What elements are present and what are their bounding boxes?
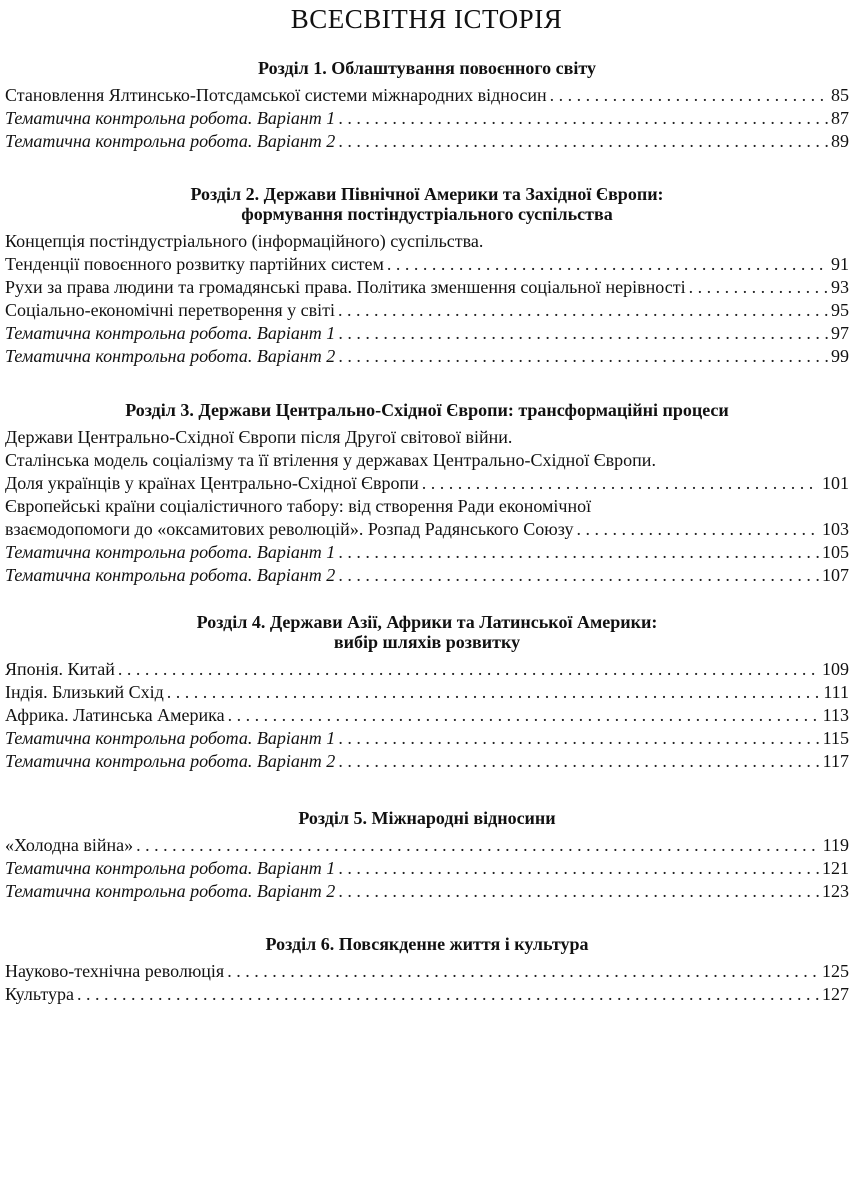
entry-title: Доля українців у країнах Центрально-Східної Європи [5, 473, 419, 493]
section-heading [5, 934, 849, 954]
leader-dots [338, 857, 819, 880]
page-number: 99 [831, 346, 849, 366]
toc-entry[interactable] [5, 299, 849, 322]
leader-dots [577, 518, 820, 541]
entry-title: Тематична контрольна робота. Варіант 1 [5, 728, 336, 748]
page-number: 113 [822, 705, 849, 725]
section-6 [5, 934, 849, 1006]
toc-entry[interactable] [5, 564, 849, 587]
toc-entry[interactable] [5, 880, 849, 903]
section-2 [5, 184, 849, 368]
page-number: 93 [831, 277, 849, 297]
page-number: 97 [831, 323, 849, 343]
page-number: 121 [822, 858, 849, 878]
section-heading-line: Розділ 1. Облаштування повоєнного світу [258, 58, 596, 78]
toc-entry[interactable] [5, 834, 849, 857]
page-number: 115 [822, 728, 849, 748]
section-heading-line: Розділ 3. Держави Центрально-Східної Європи: трансформаційні процеси [125, 400, 729, 420]
leader-dots [227, 960, 819, 983]
section-heading [5, 612, 849, 652]
leader-dots [77, 983, 819, 1006]
entry-title: Тематична контрольна робота. Варіант 1 [5, 542, 336, 562]
page-number: 123 [822, 881, 849, 901]
leader-dots [136, 834, 820, 857]
entry-title: Африка. Латинська Америка [5, 705, 225, 725]
page-number: 103 [822, 519, 849, 539]
section-heading-line: вибір шляхів розвитку [333, 632, 521, 652]
section-heading-line: формування постіндустріального суспільства [241, 204, 613, 224]
leader-dots [338, 880, 819, 903]
leader-dots [228, 704, 820, 727]
page-number: 89 [831, 131, 849, 151]
leader-dots [689, 276, 828, 299]
section-3 [5, 400, 849, 587]
toc-entry[interactable] [5, 253, 849, 276]
page-number: 119 [822, 835, 849, 855]
toc-entry[interactable] [5, 681, 849, 704]
entry-title: Соціально-економічні перетворення у світі [5, 300, 336, 320]
page-number: 111 [823, 682, 849, 702]
entry-title: Тенденції повоєнного розвитку партійних систем [5, 254, 384, 274]
leader-dots [338, 727, 819, 750]
toc-entry[interactable] [5, 130, 849, 153]
leader-dots [167, 681, 821, 704]
section-heading [5, 184, 849, 224]
entry-title: Тематична контрольна робота. Варіант 2 [5, 131, 336, 151]
entry-title: «Холодна війна» [5, 835, 134, 855]
entry-title: Індія. Близький Схід [5, 682, 164, 702]
leader-dots [338, 107, 828, 130]
toc-entry[interactable] [5, 84, 849, 107]
leader-dots [338, 750, 819, 773]
leader-dots [387, 253, 828, 276]
entry-title: Культура [5, 984, 74, 1004]
entry-title: Науково-технічна революція [5, 961, 225, 981]
toc-entry[interactable] [5, 857, 849, 880]
page-number: 105 [822, 542, 849, 562]
section-4 [5, 612, 849, 773]
page-number: 101 [822, 473, 849, 493]
section-heading [5, 58, 849, 78]
toc-entry[interactable] [5, 345, 849, 368]
leader-dots [422, 472, 819, 495]
section-5 [5, 808, 849, 903]
toc-entry[interactable] [5, 750, 849, 773]
page-number: 109 [822, 659, 849, 679]
page-number: 127 [822, 984, 849, 1004]
page-number: 117 [822, 751, 849, 771]
section-heading-line: Розділ 4. Держави Азії, Африки та Латинської Америки: [196, 612, 658, 632]
entry-title: Тематична контрольна робота. Варіант 1 [5, 323, 336, 343]
toc-entry[interactable] [5, 658, 849, 681]
page-number: 95 [831, 300, 849, 320]
entry-title: Тематична контрольна робота. Варіант 2 [5, 346, 336, 366]
entry-title: Тематична контрольна робота. Варіант 1 [5, 858, 336, 878]
toc-entry[interactable] [5, 107, 849, 130]
page-number: 91 [831, 254, 849, 274]
leader-dots [118, 658, 819, 681]
toc-entry[interactable] [5, 472, 849, 495]
entry-title: Становлення Ялтинсько-Потсдамської системи міжнародних відносин [5, 85, 547, 105]
entry-title: Тематична контрольна робота. Варіант 2 [5, 881, 336, 901]
entry-title: Японія. Китай [5, 659, 115, 679]
section-heading-line: Розділ 5. Міжнародні відносини [298, 808, 556, 828]
leader-dots [338, 564, 819, 587]
entry-line: Сталінська модель соціалізму та її втілення у державах Центрально-Східної Європи. [5, 450, 656, 470]
section-heading-line: Розділ 6. Повсякденне життя і культура [265, 934, 589, 954]
toc-entry[interactable] [5, 276, 849, 299]
page-number: 107 [822, 565, 849, 585]
entry-title: Тематична контрольна робота. Варіант 1 [5, 108, 336, 128]
toc-entry[interactable] [5, 541, 849, 564]
section-1 [5, 58, 849, 153]
entry-line: Європейські країни соціалістичного табору: від створення Ради економічної [5, 496, 592, 516]
leader-dots [338, 299, 828, 322]
entry-title: Тематична контрольна робота. Варіант 2 [5, 751, 336, 771]
toc-entry[interactable] [5, 983, 849, 1006]
entry-line: Концепція постіндустріального (інформаційного) суспільства. [5, 231, 484, 251]
toc-entry[interactable] [5, 960, 849, 983]
entry-title: Тематична контрольна робота. Варіант 2 [5, 565, 336, 585]
leader-dots [550, 84, 828, 107]
toc-entry[interactable] [5, 727, 849, 750]
section-heading [5, 400, 849, 420]
section-heading [5, 808, 849, 828]
entry-title: Рухи за права людини та громадянські права. Політика зменшення соціальної нерівності [5, 277, 686, 297]
toc-entry[interactable] [5, 322, 849, 345]
entry-line: Держави Центрально-Східної Європи після Другої світової війни. [5, 427, 513, 447]
toc-entry[interactable] [5, 704, 849, 727]
leader-dots [338, 130, 828, 153]
section-heading-line: Розділ 2. Держави Північної Америки та Західної Європи: [190, 184, 664, 204]
page-number: 125 [822, 961, 849, 981]
page-title: ВСЕСВІТНЯ ІСТОРІЯ [290, 4, 563, 34]
toc-entry[interactable] [5, 518, 849, 541]
page-number: 85 [831, 85, 849, 105]
leader-dots [338, 322, 828, 345]
leader-dots [338, 541, 819, 564]
entry-title: взаємодопомоги до «оксамитових революцій». Розпад Радянського Союзу [5, 519, 574, 539]
page-number: 87 [831, 108, 849, 128]
leader-dots [338, 345, 828, 368]
